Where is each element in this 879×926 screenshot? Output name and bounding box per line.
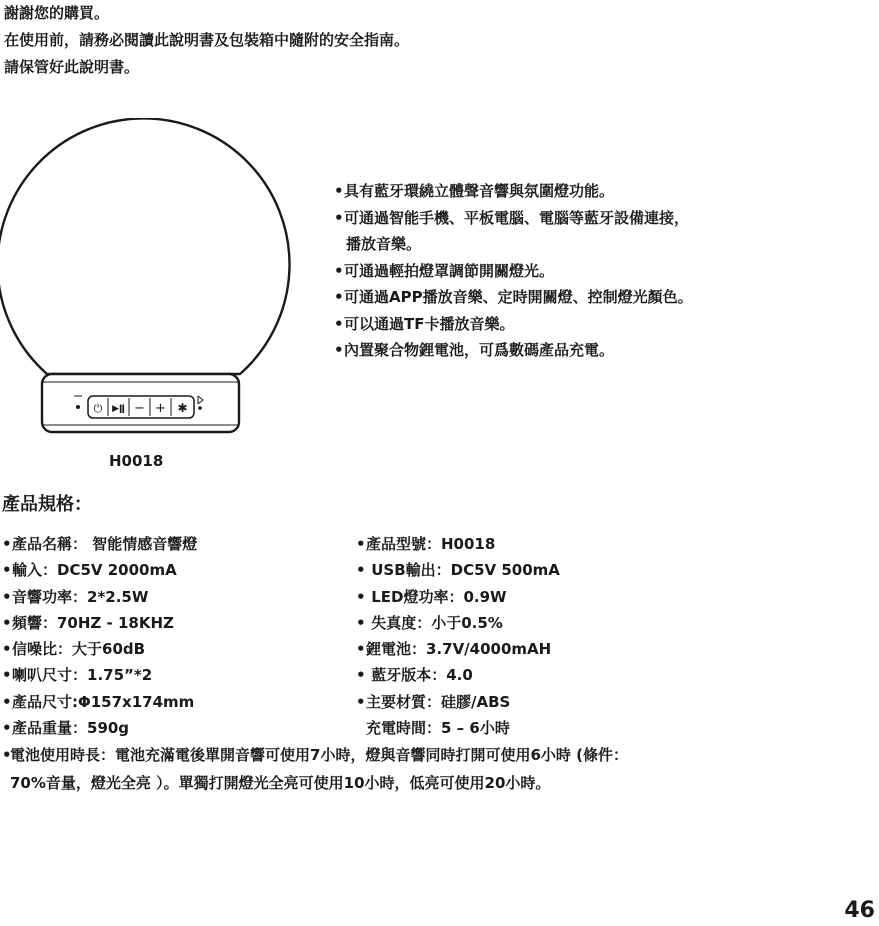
spec-row: •音響功率：2*2.5W	[2, 587, 149, 606]
battery-life-note	[2, 741, 862, 797]
page-number: 46	[844, 898, 875, 923]
battery-line: •電池使用時長：電池充滿電後單開音響可使用7小時，燈與音響同時打開可使用6小時 (條件：	[2, 746, 628, 764]
spec-row: •喇叭尺寸：1.75”*2	[2, 666, 153, 685]
volume-down-button-icon: −	[134, 401, 145, 416]
spec-heading: 產品規格：	[2, 494, 92, 515]
feature-item: •內置聚合物鋰電池，可爲數碼產品充電。	[334, 341, 615, 359]
lamp-globe	[0, 118, 289, 374]
feature-item: •具有藍牙環繞立體聲音響與氛圍燈功能。	[334, 182, 615, 200]
spec-list-left	[2, 531, 197, 741]
spec-row: • 藍牙版本：4.0	[356, 666, 473, 685]
intro-text	[4, 0, 409, 81]
model-label: H0018	[109, 452, 164, 470]
feature-item: •可通過智能手機、平板電腦、電腦等藍牙設備連接，	[334, 208, 690, 227]
intro-line-keep: 請保管好此說明書。	[4, 58, 140, 76]
spec-row: •產品重量：590g	[2, 719, 130, 738]
spec-row: • USB輸出：DC5V 500mA	[356, 561, 560, 580]
battery-line-continuation: 70%音量，燈光全亮 ）。單獨打開燈光全亮可使用10小時，低亮可使用20小時。	[10, 774, 551, 792]
volume-up-button-icon: +	[155, 401, 166, 416]
spec-row: •主要材質：硅膠/ABS	[356, 692, 511, 711]
feature-item-continuation: 播放音樂。	[346, 235, 422, 253]
feature-item: •可以通過TF卡播放音樂。	[334, 314, 515, 333]
spec-row: • LED燈功率：0.9W	[356, 587, 507, 606]
speaker-illustration	[0, 118, 300, 448]
spec-list-right	[356, 531, 560, 741]
spec-row: • 失真度：小于0.5%	[356, 613, 503, 632]
play-pause-button-icon: ▶ǁ	[112, 404, 125, 414]
feature-item: •可通過輕拍燈罩調節開關燈光。	[334, 261, 555, 280]
spec-row: •鋰電池：3.7V/4000mAH	[356, 640, 552, 659]
intro-line-safety: 在使用前，請務必閱讀此說明書及包裝箱中隨附的安全指南。	[4, 31, 410, 49]
spec-row: 充電時間：5 – 6小時	[366, 719, 510, 738]
spec-row: •頻響：70HZ - 18KHZ	[2, 613, 174, 632]
spec-row: •產品型號：H0018	[356, 535, 496, 553]
spec-row: •產品名稱： 智能情感音響燈	[2, 535, 198, 553]
spec-row: •信噪比：大于60dB	[2, 640, 146, 659]
power-button-icon: ⏻	[93, 402, 103, 415]
light-button-icon: ✱	[177, 401, 188, 415]
feature-item: •可通過APP播放音樂、定時開關燈、控制燈光顏色。	[334, 288, 693, 306]
feature-list	[334, 178, 854, 364]
spec-row: •輸入：DC5V 2000mA	[2, 561, 177, 580]
spec-row: •產品尺寸:Φ157x174mm	[2, 692, 195, 711]
intro-line-thanks: 謝謝您的購買。	[4, 4, 110, 22]
